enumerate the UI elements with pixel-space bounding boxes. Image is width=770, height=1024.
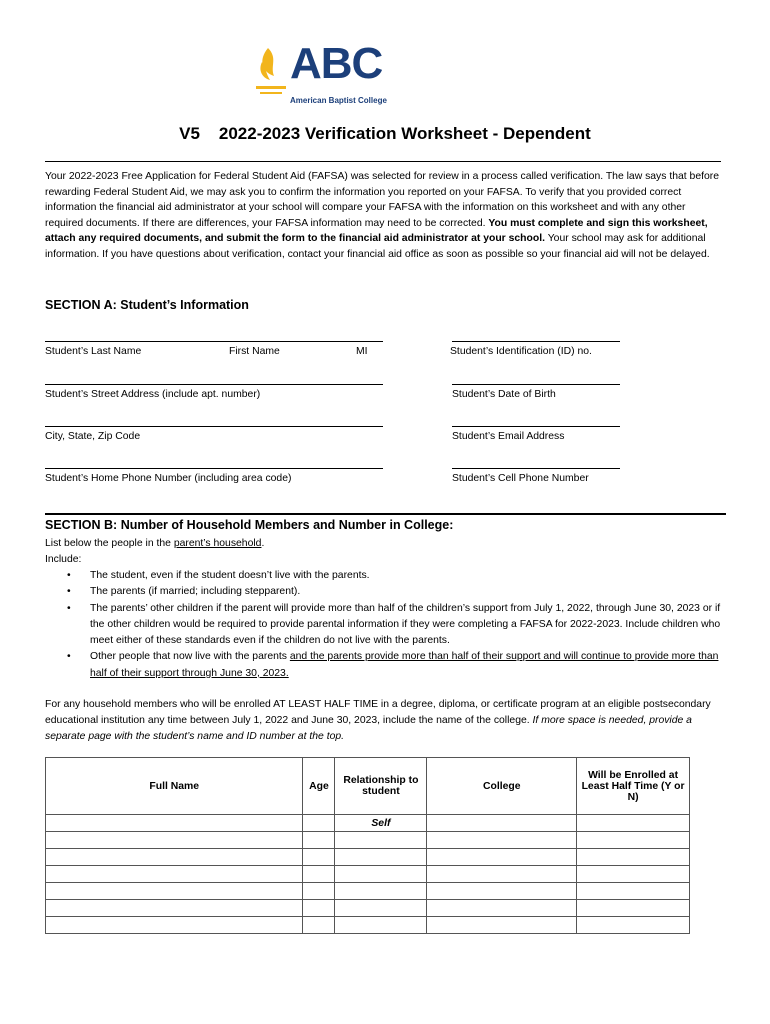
mi-label: MI — [356, 346, 368, 357]
relationship-cell[interactable] — [335, 900, 427, 917]
relationship-header: Relationship to student — [335, 758, 427, 815]
enrolled-header: Will be Enrolled at Least Half Time (Y or N) — [577, 758, 690, 815]
age-cell[interactable] — [303, 832, 335, 849]
age-cell[interactable] — [303, 849, 335, 866]
logo-subtitle: American Baptist College — [290, 96, 387, 105]
relationship-cell[interactable] — [335, 917, 427, 934]
college-cell[interactable] — [427, 900, 577, 917]
separate-page-note: If more space is needed, provide a separate page with the student’s name and ID number at the top. — [45, 715, 692, 742]
worksheet-title: 2022-2023 Verification Worksheet - Dependent — [218, 124, 591, 143]
list-instruction: List below the people in the parent’s household. — [45, 538, 265, 549]
full-name-cell[interactable] — [46, 917, 303, 934]
college-cell[interactable] — [427, 832, 577, 849]
age-cell[interactable] — [303, 917, 335, 934]
college-cell[interactable] — [427, 815, 577, 832]
enrolled-cell[interactable] — [577, 883, 690, 900]
college-cell[interactable] — [427, 849, 577, 866]
section-b-divider — [45, 513, 726, 515]
relationship-cell[interactable] — [335, 866, 427, 883]
email-label: Student’s Email Address — [452, 431, 565, 442]
logo-wordmark: ABC — [290, 39, 383, 88]
list-item: • Other people that now live with the parents and the parents provide more than half of their support and will continue to provide more than half of their support through June 30, 2023. — [45, 649, 725, 682]
enrollment-instructions: For any household members who will be enrolled AT LEAST HALF TIME in a degree, diploma, or certificate program at an eligible postsecondary educational institution any time between July 1, 2022 and June 30, 2023, include the name of the college. If more space is needed, provide a separate page with the student’s name and ID number at the top. — [45, 699, 711, 742]
home-phone-label: Student’s Home Phone Number (including area code) — [45, 473, 292, 484]
student-id-label: Student’s Identification (ID) no. — [450, 346, 592, 357]
college-cell[interactable] — [427, 883, 577, 900]
dob-label: Student’s Date of Birth — [452, 389, 556, 400]
table-row — [46, 900, 690, 917]
age-cell[interactable] — [303, 900, 335, 917]
college-cell[interactable] — [427, 866, 577, 883]
age-cell[interactable] — [303, 883, 335, 900]
last-name-line[interactable] — [45, 341, 383, 342]
full-name-cell[interactable] — [46, 900, 303, 917]
intro-text: Your 2022-2023 Free Application for Federal Student Aid (FAFSA) was selected for review in a process called verification. The law says that before rewarding Federal Student Aid, we may ask you to confirm the information you reported on your FAFSA. To verify that you provided correct information the financial aid administrator at your school will compare your FAFSA with the information on this worksheet and with any other required documents. If there are differences, your FAFSA information may need to be corrected. — [45, 171, 720, 229]
last-name-label: Student’s Last Name — [45, 346, 142, 357]
city-state-zip-line[interactable] — [45, 426, 383, 427]
dob-line[interactable] — [452, 384, 620, 385]
city-state-zip-label: City, State, Zip Code — [45, 431, 141, 442]
relationship-cell[interactable] — [335, 883, 427, 900]
college-cell[interactable] — [427, 917, 577, 934]
include-label: Include: — [45, 554, 82, 565]
email-line[interactable] — [452, 426, 620, 427]
page-title — [0, 124, 770, 144]
intro-text-2: Your school may ask for additional information. If you have questions about verification, contact your financial aid office as soon as possible so your financial aid will not be delayed. — [45, 233, 710, 260]
table-header-row — [46, 758, 690, 815]
include-list — [45, 568, 725, 682]
intro-paragraph — [45, 169, 725, 263]
section-a-heading: SECTION A: Student’s Information — [45, 298, 249, 312]
table-row — [46, 917, 690, 934]
household-table — [45, 757, 690, 934]
relationship-cell[interactable] — [335, 849, 427, 866]
table-row — [46, 883, 690, 900]
section-b-instructions — [45, 536, 725, 682]
list-item: • The parents (if married; including stepparent). — [45, 584, 725, 600]
enrolled-cell[interactable] — [577, 900, 690, 917]
full-name-cell[interactable] — [46, 866, 303, 883]
version-label: V5 — [179, 124, 200, 143]
table-row — [46, 866, 690, 883]
age-cell[interactable] — [303, 815, 335, 832]
list-item: • The student, even if the student doesn’t live with the parents. — [45, 568, 725, 584]
cell-phone-label: Student’s Cell Phone Number — [452, 473, 589, 484]
enrolled-cell[interactable] — [577, 815, 690, 832]
enrolled-cell[interactable] — [577, 917, 690, 934]
full-name-cell[interactable] — [46, 815, 303, 832]
first-name-label: First Name — [229, 346, 280, 357]
home-phone-line[interactable] — [45, 468, 383, 469]
title-divider — [45, 161, 721, 162]
parents-household-text: parent’s household — [173, 538, 262, 549]
age-header: Age — [303, 758, 335, 815]
college-header: College — [427, 758, 577, 815]
full-name-cell[interactable] — [46, 849, 303, 866]
table-row — [46, 849, 690, 866]
table-row — [46, 832, 690, 849]
age-cell[interactable] — [303, 866, 335, 883]
relationship-cell[interactable] — [335, 832, 427, 849]
cell-phone-line[interactable] — [452, 468, 620, 469]
full-name-cell[interactable] — [46, 832, 303, 849]
full-name-cell[interactable] — [46, 883, 303, 900]
street-address-line[interactable] — [45, 384, 383, 385]
enrolled-cell[interactable] — [577, 866, 690, 883]
enrolled-cell[interactable] — [577, 832, 690, 849]
relationship-cell: Self — [335, 815, 427, 832]
student-id-line[interactable] — [452, 341, 620, 342]
enrolled-cell[interactable] — [577, 849, 690, 866]
street-address-label: Student’s Street Address (include apt. number) — [45, 389, 261, 400]
section-b-heading: SECTION B: Number of Household Members and Number in College: — [45, 518, 454, 532]
table-row — [46, 815, 690, 832]
full-name-header: Full Name — [46, 758, 303, 815]
list-item: • The parents’ other children if the parent will provide more than half of the children’s support from July 1, 2022, through June 30, 2023 or if the other children would be required to provide parental information if they were completing a FAFSA for 2022-2023. Include children who meet either of these standards even if the children do not live with the parents. — [45, 601, 725, 650]
intro-bold-text: You must complete and sign this worksheet, attach any required documents, and submit the form to the financial aid administrator at your school. — [45, 217, 708, 245]
